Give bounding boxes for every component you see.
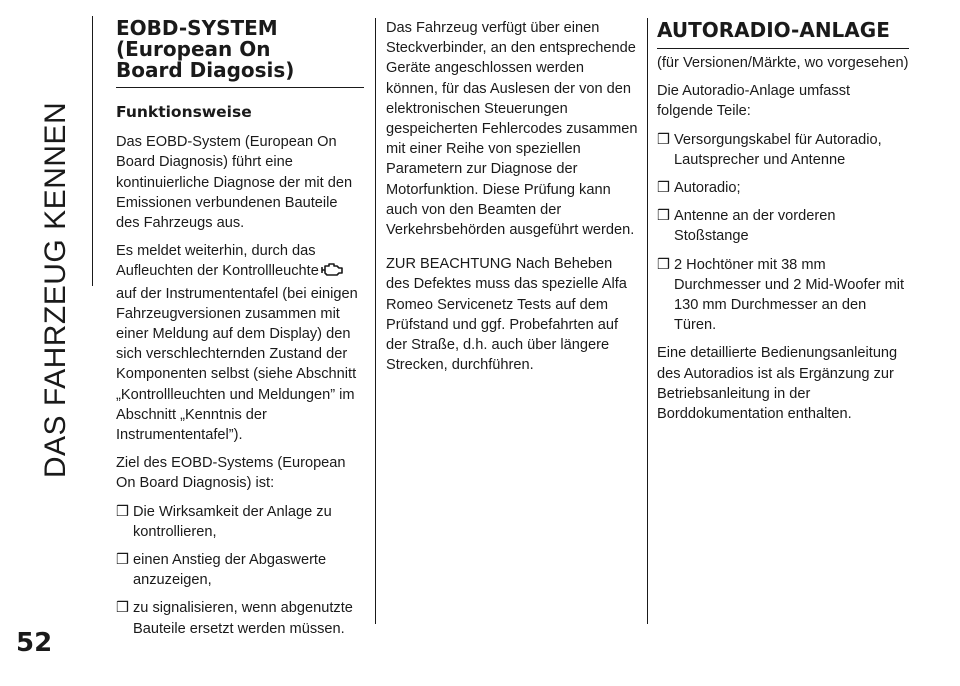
checkbox-bullet-icon: ❒ xyxy=(116,552,130,569)
column-divider xyxy=(375,18,376,624)
funktionsweise-subheading: Funktionsweise xyxy=(116,103,252,121)
eobd-paragraph: Das EOBD-System (European On Board Diagnosis) führt eine kontinuierliche Diagnose der mit den Emissionen verbundenen Bauteile des Fahrzeugs aus. xyxy=(116,134,353,232)
autoradio-paragraph: Die Autoradio-Anlage umfasst folgende Teile: xyxy=(657,83,851,120)
autoradio-subheading: (für Versionen/Märkte, wo vorgesehen) xyxy=(657,55,909,71)
paragraph-text: auf der Instrumententafel (bei einigen Fahrzeugversionen zusammen mit einer Meldung auf dem Display) den sich verschlechternden Zustand der Komponenten selbst (siehe Abschnitt „Kontrollleuchten und Meldungen” im Abschnitt „Kenntnis der Instrumententafel”). xyxy=(116,285,358,444)
paragraph-text: Es meldet weiterhin, durch das Aufleuchten der Kontrollleuchte xyxy=(116,243,319,280)
list-item-text: Versorgungskabel für Autoradio, Lautsprecher und Antenne xyxy=(674,131,882,168)
side-divider xyxy=(92,16,93,286)
column-diagnosis-connector xyxy=(386,18,638,383)
connector-paragraph: Das Fahrzeug verfügt über einen Steckverbinder, an den entsprechende Geräte angeschlossen werden können, für das Auslesen der von den elektronischen Steuerungen gespeicherten Fehlercodes zusammen mit einer Reihe von speziellen Parametern zur Diagnose der Motorfunktion. Diese Prüfung kann auch von den Beamten der Verkehrsbehörden ausgeführt werden. xyxy=(386,20,638,239)
autoradio-heading: AUTORADIO-ANLAGE xyxy=(657,18,909,49)
list-item-text: Die Wirksamkeit der Anlage zu kontrollieren, xyxy=(133,503,332,540)
list-item xyxy=(657,206,909,246)
checkbox-bullet-icon: ❒ xyxy=(657,208,671,225)
heading-line: EOBD-SYSTEM xyxy=(116,16,278,40)
list-item-text: einen Anstieg der Abgaswerte anzuzeigen, xyxy=(133,552,327,589)
list-item xyxy=(116,502,364,542)
column-divider xyxy=(647,18,648,624)
checkbox-bullet-icon: ❒ xyxy=(657,180,671,197)
list-item xyxy=(116,598,364,638)
eobd-paragraph xyxy=(116,241,364,445)
list-item-text: Autoradio; xyxy=(674,180,741,197)
list-item-text: Antenne an der vorderen Stoßstange xyxy=(674,208,836,245)
page-number: 52 xyxy=(16,628,53,658)
note-paragraph: ZUR BEACHTUNG Nach Beheben des Defektes muss das spezielle Alfa Romeo Servicenetz Tests auf dem Prüfstand und ggf. Probefahrten auf der Straße, d.h. auch über längere Strecken, durchführen. xyxy=(386,256,627,374)
section-side-title-text: DAS FAHRZEUG KENNEN xyxy=(39,101,72,479)
heading-line: Board Diagosis) xyxy=(116,58,295,82)
column-eobd xyxy=(116,18,364,647)
list-item xyxy=(116,550,364,590)
list-item-text: zu signalisieren, wenn abgenutzte Bauteile ersetzt werden müssen. xyxy=(133,600,353,637)
checkbox-bullet-icon: ❒ xyxy=(116,503,130,520)
list-item-text: 2 Hochtöner mit 38 mm Durchmesser und 2 Mid-Woofer mit 130 mm Durchmesser an den Türen. xyxy=(674,256,905,334)
heading-line: (European On xyxy=(116,37,271,61)
autoradio-paragraph: Eine detaillierte Bedienungsanleitung des Autoradios ist als Ergänzung zur Betriebsanleitung in der Borddokumentation enthalten. xyxy=(657,345,898,423)
checkbox-bullet-icon: ❒ xyxy=(116,600,130,617)
eobd-heading xyxy=(116,18,364,88)
list-item xyxy=(657,255,909,336)
checkbox-bullet-icon: ❒ xyxy=(657,131,671,148)
list-item xyxy=(657,130,909,170)
checkbox-bullet-icon: ❒ xyxy=(657,256,671,273)
engine-warning-icon xyxy=(321,263,343,283)
column-autoradio xyxy=(657,18,909,432)
eobd-paragraph: Ziel des EOBD-Systems (European On Board Diagnosis) ist: xyxy=(116,455,346,492)
list-item xyxy=(657,178,909,198)
